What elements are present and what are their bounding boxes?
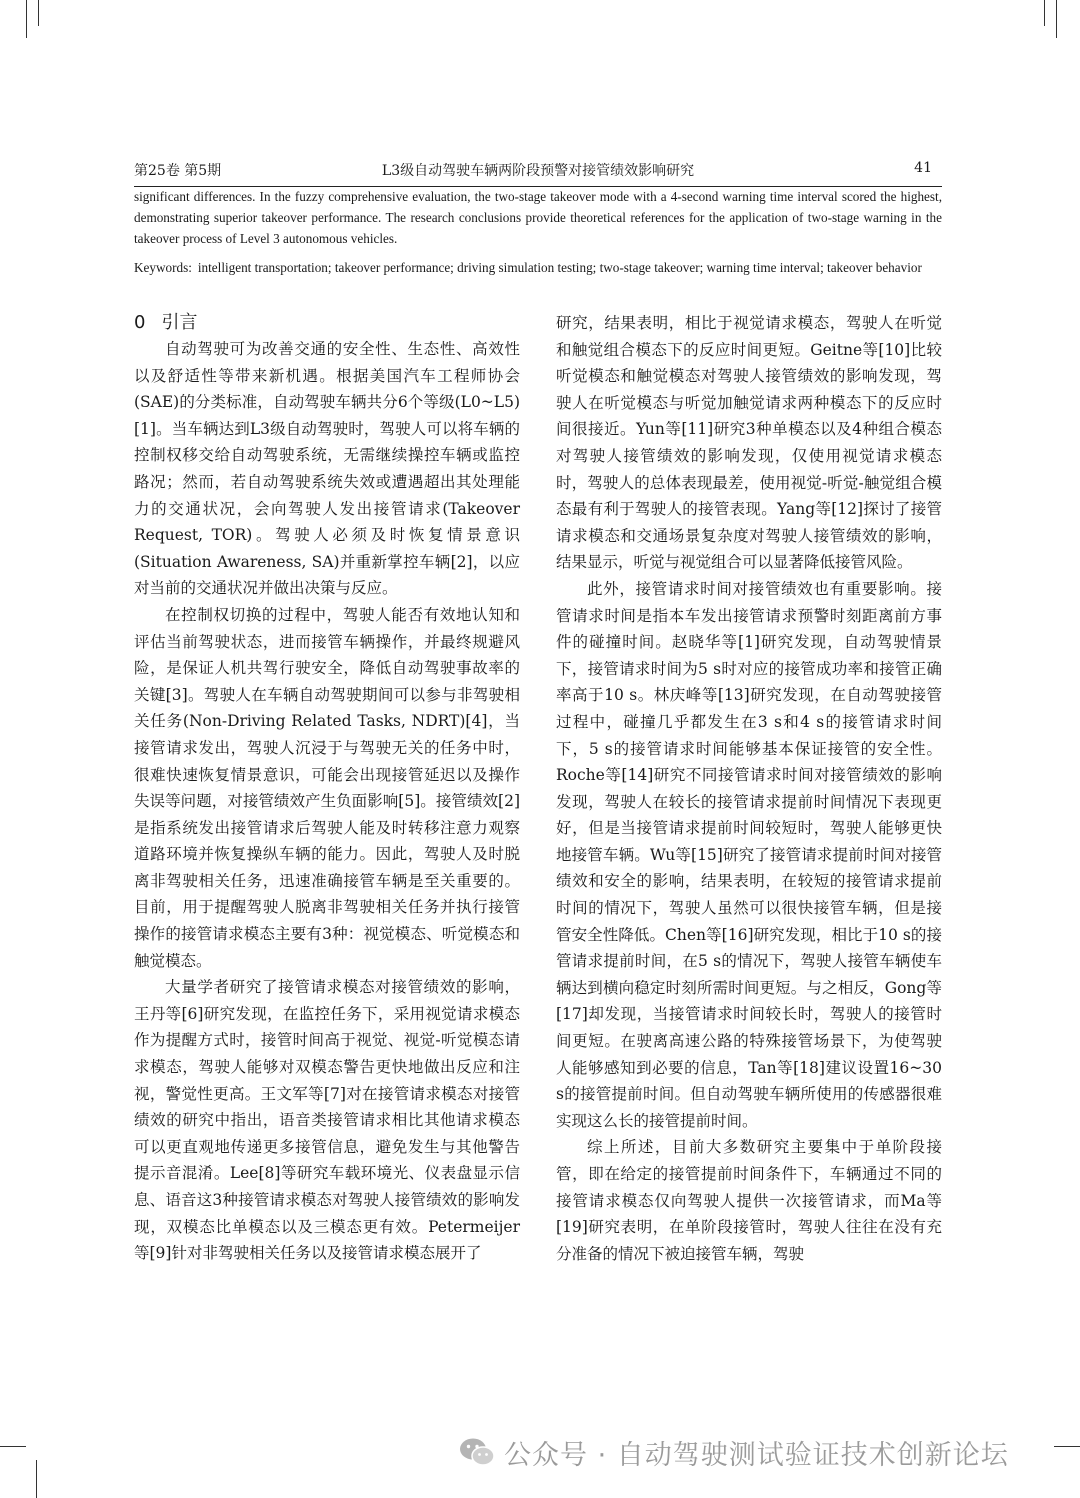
keywords-label: Keywords: <box>134 260 192 275</box>
crop-mark-top-right-v2 <box>1056 0 1057 38</box>
crop-mark-top-left-v <box>26 0 27 38</box>
crop-mark-bottom-left-v <box>36 1460 37 1498</box>
wechat-icon <box>458 1436 496 1468</box>
section-number: 0 <box>134 312 146 333</box>
left-column <box>134 310 520 1267</box>
right-column <box>556 310 942 1267</box>
section-title: 引言 <box>161 312 198 333</box>
crop-mark-bottom-left-h <box>0 1446 26 1447</box>
crop-mark-bottom-right-h <box>1054 1446 1080 1447</box>
watermark-text: 公众号 · 自动驾驶测试验证技术创新论坛 <box>504 1439 1009 1471</box>
running-header <box>134 160 942 187</box>
paragraph: 研究，结果表明，相比于视觉请求模态，驾驶人在听觉和触觉组合模态下的反应时间更短。Geitne等[10]比较听觉模态和触觉模态对驾驶人接管绩效的影响发现，驾驶人在听觉模态与听觉加触觉请求两种模态下的反应时间很接近。Yun等[11]研究3种单模态以及4种组合模态对驾驶人接管绩效的影响发现，仅使用视觉请求模态时，驾驶人的总体表现最差，使用视觉-听觉-触觉组合模态最有利于驾驶人的接管表现。Yang等[12]探讨了接管请求模态和交通场景复杂度对驾驶人接管绩效的影响，结果显示，听觉与视觉组合可以显著降低接管风险。 <box>556 314 942 572</box>
paragraph: 在控制权切换的过程中，驾驶人能否有效地认知和评估当前驾驶状态，进而接管车辆操作，并最终规避风险，是保证人机共驾行驶安全，降低自动驾驶事故率的关键[3]。驾驶人在车辆自动驾驶期间可以参与非驾驶相关任务(Non-Driving Related Tasks, NDRT)[4]，当接管请求发出，驾驶人沉浸于与驾驶无关的任务中时，很难快速恢复情景意识，可能会出现接管延迟以及操作失误等问题，对接管绩效产生负面影响[5]。接管绩效[2]是指系统发出接管请求后驾驶人能及时转移注意力观察道路环境并恢复操纵车辆的能力。因此，驾驶人及时脱离非驾驶相关任务，迅速准确接管车辆是至关重要的。目前，用于提醒驾驶人脱离非驾驶相关任务并执行接管操作的接管请求模态主要有3种：视觉模态、听觉模态和触觉模态。 <box>134 605 520 970</box>
running-title: L3级自动驾驶车辆两阶段预警对接管绩效影响研究 <box>381 163 695 179</box>
keywords <box>134 257 942 278</box>
wechat-watermark <box>458 1432 1009 1472</box>
section-heading <box>134 310 520 336</box>
journal-volume: 第25卷 第5期 <box>134 163 222 179</box>
keywords-text: intelligent transportation; takeover performance; driving simulation testing; two-stage takeover; warning time interval; takeover behavior <box>197 260 922 275</box>
crop-mark-top-right-v <box>1044 0 1045 26</box>
paragraph: 此外，接管请求时间对接管绩效也有重要影响。接管请求时间是指本车发出接管请求预警时刻距离前方事件的碰撞时间。赵晓华等[1]研究发现，自动驾驶情景下，接管请求时间为5 s时对应的接管成功率和接管正确率高于10 s。林庆峰等[13]研究发现，在自动驾驶接管过程中，碰撞几乎都发生在3 s和4 s的接管请求时间下，5 s的接管请求时间能够基本保证接管的安全性。Roche等[14]研究不同接管请求时间对接管绩效的影响发现，驾驶人在较长的接管请求提前时间情况下表现更好，但是当接管请求提前时间较短时，驾驶人能够更快地接管车辆。Wu等[15]研究了接管请求提前时间对接管绩效和安全的影响，结果表明，在较短的接管请求提前时间的情况下，驾驶人虽然可以很快接管车辆，但是接管安全性降低。Chen等[16]研究发现，相比于10 s的接管请求提前时间，在5 s的情况下，驾驶人接管车辆使车辆达到横向稳定时刻所需时间更短。与之相反，Gong等[17]却发现，当接管请求时间较长时，驾驶人的接管时间更短。在驶离高速公路的特殊接管场景下，为使驾驶人能够感知到必要的信息，Tan等[18]建议设置16~30 s的接管提前时间。但自动驾驶车辆所使用的传感器很难实现这么长的接管提前时间。 <box>556 579 942 1130</box>
abstract-text: significant differences. In the fuzzy comprehensive evaluation, the two-stage takeover mode with a 4-second warning time interval scored the highest, demonstrating superior takeover performance. The research conclusions provide theoretical references for the application of two-stage warning in the takeover process of Level 3 autonomous vehicles. <box>134 189 942 246</box>
page-number: 41 <box>914 160 932 176</box>
crop-mark-top-left-v2 <box>38 0 39 26</box>
paragraph: 大量学者研究了接管请求模态对接管绩效的影响，王丹等[6]研究发现，在监控任务下，采用视觉请求模态作为提醒方式时，接管时间高于视觉、视觉-听觉模态请求模态，驾驶人能够对双模态警告更快地做出反应和注视，警觉性更高。王文军等[7]对在接管请求模态对接管绩效的研究中指出，语音类接管请求相比其他请求模态可以更直观地传递更多接管信息，避免发生与其他警告提示音混淆。Lee[8]等研究车载环境光、仪表盘显示信息、语音这3种接管请求模态对驾驶人接管绩效的影响发现，双模态比单模态以及三模态更有效。Petermeijer等[9]针对非驾驶相关任务以及接管请求模态展开了 <box>134 978 520 1263</box>
paragraph: 自动驾驶可为改善交通的安全性、生态性、高效性以及舒适性等带来新机遇。根据美国汽车工程师协会(SAE)的分类标准，自动驾驶车辆共分6个等级(L0~L5)[1]。当车辆达到L3级自动驾驶时，驾驶人可以将车辆的控制权移交给自动驾驶系统，无需继续操控车辆或监控路况；然而，若自动驾驶系统失效或遭遇超出其处理能力的交通状况，会向驾驶人发出接管请求(Takeover Request, TOR)。驾驶人必须及时恢复情景意识(Situation Awareness, SA)并重新掌控车辆[2]，以应对当前的交通状况并做出决策与反应。 <box>134 340 520 598</box>
paragraph: 综上所述，目前大多数研究主要集中于单阶段接管，即在给定的接管提前时间条件下，车辆通过不同的接管请求模态仅向驾驶人提供一次接管请求，而Ma等[19]研究表明，在单阶段接管时，驾驶人往往在没有充分准备的情况下被迫接管车辆，驾驶 <box>556 1138 942 1263</box>
